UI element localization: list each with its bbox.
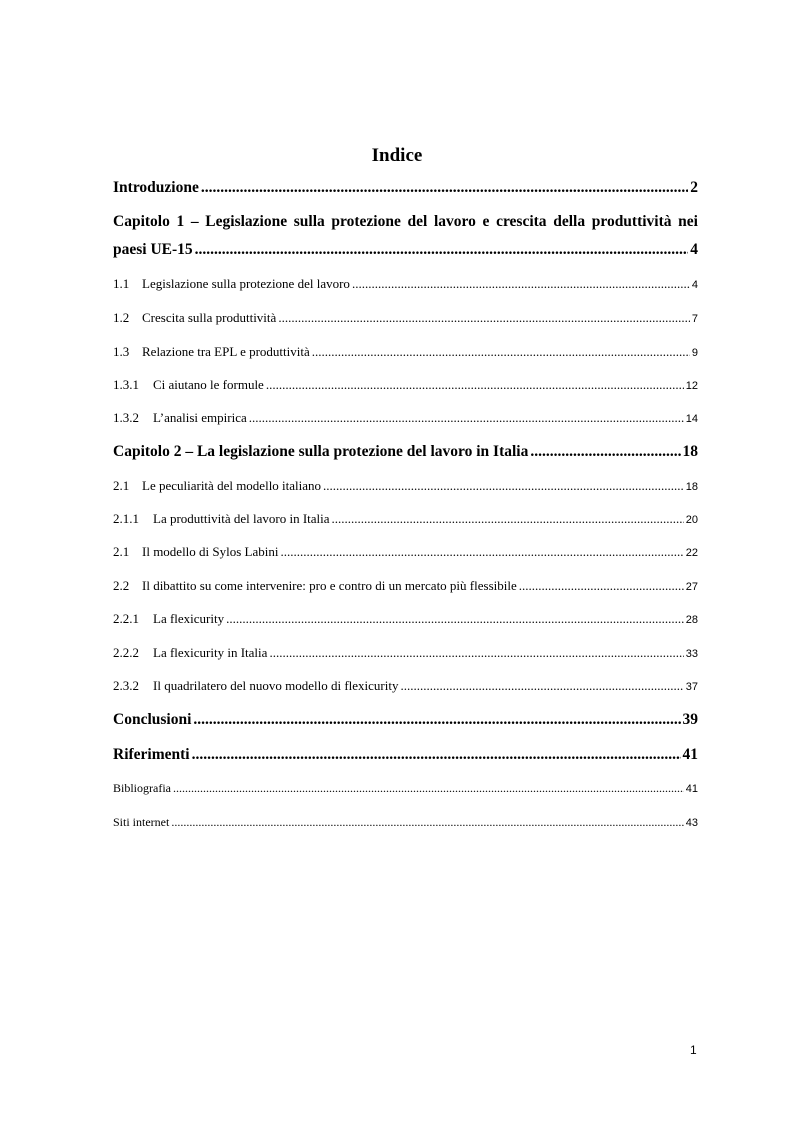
toc-entry-title: Capitolo 2 – La legislazione sulla protezione del lavoro in Italia <box>113 443 529 460</box>
toc-entry-2-1[interactable] <box>113 478 698 494</box>
toc-entry-number: 2.3.2 <box>113 678 139 693</box>
toc-entry-1-3-1[interactable] <box>113 377 698 393</box>
toc-entry-number: 2.1 <box>113 478 130 493</box>
page-title: Indice <box>371 145 423 166</box>
toc-entry-bibliografia[interactable] <box>113 781 698 796</box>
dot-leader <box>323 478 684 494</box>
toc-entry-title: Ci aiutano le formule <box>153 377 264 392</box>
toc-entry-2-2[interactable] <box>113 578 698 594</box>
toc-entry-title: Il quadrilatero del nuovo modello di flexicurity <box>153 678 399 693</box>
dot-leader <box>401 678 684 694</box>
toc-entry-conclusioni[interactable] <box>113 711 698 729</box>
toc-entry-page: 4 <box>691 279 698 291</box>
dot-leader <box>278 310 690 326</box>
toc-entry-page: 22 <box>685 547 698 559</box>
toc-entry-page: 7 <box>691 313 698 325</box>
dot-leader <box>269 645 683 661</box>
toc-entry-title: paesi UE-15 <box>113 241 193 258</box>
toc-entry-title: Le peculiarità del modello italiano <box>142 478 322 493</box>
toc-entry-number: 2.2 <box>113 578 130 593</box>
toc-entry-number: 1.3.1 <box>113 377 139 392</box>
toc-entry-title: La flexicurity <box>153 611 225 626</box>
toc-entry-number: 1.3 <box>113 344 130 359</box>
dot-leader <box>332 511 684 527</box>
dot-leader <box>173 781 684 796</box>
toc-entry-capitolo-2[interactable] <box>113 443 698 461</box>
toc-entry-1-3-2[interactable] <box>113 410 698 426</box>
toc-entry-title: Introduzione <box>113 179 199 196</box>
toc-entry-2-1-1[interactable] <box>113 511 698 527</box>
toc-entry-title: La flexicurity in Italia <box>153 645 268 660</box>
toc-entry-1-2[interactable] <box>113 310 698 326</box>
dot-leader <box>171 815 683 830</box>
toc-entry-introduzione[interactable] <box>113 179 698 197</box>
toc-entry-title: Il modello di Sylos Labini <box>142 544 279 559</box>
toc-entry-riferimenti[interactable] <box>113 746 698 764</box>
dot-leader <box>530 443 680 461</box>
toc-entry-number: 1.2 <box>113 310 130 325</box>
toc-entry-title: Relazione tra EPL e produttività <box>142 344 310 359</box>
page-number: 1 <box>690 1043 697 1057</box>
toc-entry-title: L’analisi empirica <box>153 410 247 425</box>
dot-leader <box>195 241 689 259</box>
toc-entry-title: Conclusioni <box>113 711 192 728</box>
toc-entry-page: 37 <box>685 681 698 693</box>
toc-entry-2-1-sylos[interactable] <box>113 544 698 560</box>
toc-entry-number: 2.1.1 <box>113 511 139 526</box>
toc-entry-number: 1.1 <box>113 276 130 291</box>
toc-entry-number: 2.1 <box>113 544 130 559</box>
toc-entry-title: Legislazione sulla protezione del lavoro <box>142 276 350 291</box>
toc-entry-page: 39 <box>682 711 698 728</box>
toc-entry-title: Bibliografia <box>113 781 171 795</box>
toc-entry-1-3[interactable] <box>113 344 698 360</box>
toc-entry-page: 43 <box>685 817 698 829</box>
toc-entry-number: 2.2.1 <box>113 611 139 626</box>
toc-entry-title: Siti internet <box>113 815 170 829</box>
toc-entry-page: 18 <box>685 481 698 493</box>
toc-entry-page: 33 <box>685 648 698 660</box>
toc-entry-page: 41 <box>682 746 698 763</box>
toc-entry-2-2-2[interactable] <box>113 645 698 661</box>
dot-leader <box>201 179 688 197</box>
toc-entry-1-1[interactable] <box>113 276 698 292</box>
toc-entry-page: 4 <box>690 241 698 258</box>
toc-entry-title: Crescita sulla produttività <box>142 310 277 325</box>
dot-leader <box>312 344 690 360</box>
dot-leader <box>281 544 684 560</box>
dot-leader <box>249 410 684 426</box>
dot-leader <box>352 276 690 292</box>
dot-leader <box>226 611 684 627</box>
dot-leader <box>266 377 684 393</box>
toc-entry-capitolo-1-line1[interactable]: Capitolo 1 – Legislazione sulla protezione del lavoro e crescita della produttività nei <box>113 213 698 230</box>
toc-entry-title: La produttività del lavoro in Italia <box>153 511 330 526</box>
toc-entry-siti-internet[interactable] <box>113 815 698 830</box>
toc-entry-2-3-2[interactable] <box>113 678 698 694</box>
dot-leader <box>193 711 680 729</box>
toc-entry-page: 20 <box>685 514 698 526</box>
toc-entry-title: Riferimenti <box>113 746 190 763</box>
toc-entry-page: 28 <box>685 614 698 626</box>
toc-entry-page: 9 <box>691 347 698 359</box>
dot-leader <box>192 746 681 764</box>
toc-entry-page: 41 <box>685 783 698 795</box>
toc-entry-page: 27 <box>685 581 698 593</box>
toc-entry-page: 12 <box>685 380 698 392</box>
toc-entry-number: 2.2.2 <box>113 645 139 660</box>
toc-entry-number: 1.3.2 <box>113 410 139 425</box>
toc-entry-title: Il dibattito su come intervenire: pro e contro di un mercato più flessibile <box>142 578 517 593</box>
toc-entry-2-2-1[interactable] <box>113 611 698 627</box>
toc-entry-page: 14 <box>685 413 698 425</box>
toc-entry-capitolo-1[interactable] <box>113 241 698 259</box>
dot-leader <box>519 578 684 594</box>
toc-entry-page: 18 <box>682 443 698 460</box>
toc-entry-page: 2 <box>690 179 698 196</box>
